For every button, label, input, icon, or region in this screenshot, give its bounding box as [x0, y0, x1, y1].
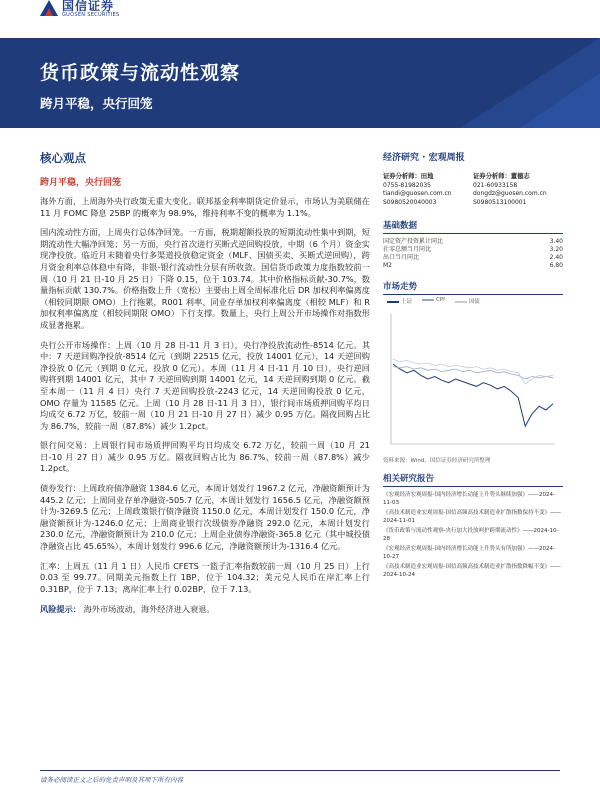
- footer-disclaimer: 请务必阅读正文之后的免责声明及其项下所有内容: [40, 770, 560, 784]
- related-reports-title: 相关研究报告: [383, 472, 563, 487]
- cell-value: 3.40: [549, 238, 563, 245]
- analyst-role: 证券分析师：: [473, 173, 511, 180]
- report-link-title[interactable]: 《高技术制造业宏观周报-国信高频高技术制造业扩散指数降幅不变》: [383, 564, 550, 570]
- related-report-item[interactable]: [383, 545, 563, 561]
- cell-value: 6.80: [549, 262, 563, 269]
- cell-value: 2.40: [549, 254, 563, 261]
- table-row: [383, 238, 563, 246]
- legend-label: 上证: [401, 299, 413, 305]
- analyst-cert: S0980513100001: [473, 198, 527, 206]
- market-trend-plot: [383, 309, 563, 454]
- related-report-item[interactable]: [383, 563, 563, 579]
- cell-label: M2: [383, 262, 392, 269]
- analyst-role: 证券分析师：: [383, 173, 421, 180]
- guosen-logo-icon: [40, 0, 58, 16]
- analyst-email[interactable]: dongdz@guosen.com.cn: [473, 190, 547, 197]
- cell-label: 国定资产投资累计同比: [383, 238, 444, 245]
- title-banner: [0, 38, 600, 128]
- related-report-item[interactable]: [383, 509, 563, 525]
- analyst-name: 董德志: [510, 173, 530, 180]
- legend-label: 国债: [468, 299, 480, 305]
- report-link-title[interactable]: 《宏观经济宏观周报-国内经济增长动能上升势头继续加强》: [383, 492, 528, 498]
- legend-item: [387, 297, 412, 305]
- logo-name-en: GUOSEN SECURITIES: [62, 12, 120, 18]
- company-logo: [40, 0, 120, 20]
- para-interbank: 银行间交易：上周银行间市场质押回购平均日均成交 6.72 万亿，较前一周（10 月 21 日-10 月 27 日）减少 0.95 万亿。隔夜回购占比为 86.7%，较前一周（87.8%）减少 1.2pct。: [40, 440, 370, 474]
- legend-item: [422, 297, 445, 305]
- core-view-section: [40, 150, 370, 615]
- report-category: 经济研究 · 宏观周报: [383, 153, 465, 163]
- report-link-title[interactable]: 《货币政策与流动性观察-央行加大投放呵护跨期流动性》: [383, 528, 523, 534]
- analyst-phone: 021-60933158: [473, 181, 518, 189]
- related-reports-list: [383, 491, 563, 579]
- risk-label: 风险提示：: [40, 604, 81, 615]
- para-domestic-liquidity: 国内流动性方面，上周央行总体净回笼。一方面，税期超额投放的短期流动性集中到期，短期流动性大幅净回笼；另一方面，央行首次进行买断式逆回购投放，中期（6 个月）资金实现净投放。临近月末随着央行多渠道投放稳定资金（MLF、国债买卖、买断式逆回购），跨月资金利率总体稳中有降，非银-银行流动性分层有所收敛。国信货币政策力度指数较前一周（10 月 21 日-10 月 25 日）下降 0.15，位于 103.74。其中价格指标贡献-30.7%，数量指标贡献 130.7%。价格指数上升（宽松）主要由上周全周标准化后 DR 加权利率偏离度（相较同期限 OMO）上行拖累，R001 利率、同业存单加权利率偏离度（相较 MLF）和 R 加权利率偏离度（相较同期限 OMO）下行支撑。数量上，央行上周公开市场操作对指数形成显著拖累。: [40, 227, 370, 330]
- analyst-email[interactable]: tiandi@guosen.com.cn: [383, 190, 452, 197]
- basic-data-table: [383, 238, 563, 270]
- para-open-market: 央行公开市场操作：上周（10 月 28 日-11 月 3 日），央行净投放流动性-8514 亿元。其中：7 天逆回购净投放-8514 亿元（到期 22515 亿元，投放 14001 亿元），14 天逆回购净投放 0 亿元（到期 0 亿元，投放 0 亿元）。本周（11 月 4 日-11 月 10 日），央行逆回购将到期 14001 亿元，其中 7 天逆回购到期 14001 亿元，14 天逆回购到期 0 亿元。截至本周一（11 月 4 日）央行 7 天逆回购投放-2243 亿元，14 天逆回购投放 0 亿元，OMO 存量为 11585 亿元。上周（10 月 28 日-11 月 3 日），银行间市场质押回购平均日均成交 6.72 万亿，较前一周（10 月 21 日-10 月 27 日）减少 0.95 万亿。隔夜回购占比为 86.7%，较前一周（87.8%）减少 1.2pct。: [40, 339, 370, 431]
- analyst-card: [383, 173, 473, 207]
- analyst-list: [383, 173, 563, 207]
- analyst-name: 田地: [420, 173, 434, 180]
- related-report-item[interactable]: [383, 491, 563, 507]
- para-fx: 汇率：上周五（11 月 1 日）人民币 CFETS 一篮子汇率指数较前一周（10 月 25 日）上行 0.03 至 99.77。同期美元指数上行 1BP，位于 104.32；美元兑人民币在岸汇率上行 0.31BP，位于 7.13；离岸汇率上行 0.02BP，位于 7.13。: [40, 560, 370, 594]
- chart-legend: [387, 297, 563, 305]
- basic-data-title: 基础数据: [383, 219, 563, 234]
- report-title: 货币政策与流动性观察: [40, 62, 241, 84]
- related-report-item[interactable]: [383, 527, 563, 543]
- core-view-title: 核心观点: [40, 151, 86, 165]
- sidebar: [383, 150, 563, 579]
- report-link-title[interactable]: 《高技术制造业宏观周报-国信高频高技术制造业扩散指数保持不变》: [383, 510, 550, 516]
- table-row: [383, 254, 563, 262]
- logo-name-cn: 国信证券: [62, 0, 115, 13]
- risk-warning: [40, 604, 370, 615]
- report-subtitle: 跨月平稳，央行回笼: [40, 96, 153, 111]
- report-date: ——2024-11-01: [383, 510, 561, 524]
- chart-source: 资料来源：Wind、国信证券经济研究所整理: [383, 458, 491, 464]
- report-link-title[interactable]: 《宏观经济宏观周报-国内经济增长动能上升势头有所加强》: [383, 546, 528, 552]
- report-date: ——2024-11-03: [383, 492, 555, 506]
- cell-value: 3.20: [549, 246, 563, 253]
- report-date: ——2024-10-28: [383, 528, 559, 542]
- analyst-card: [473, 173, 563, 207]
- report-date: ——2024-10-27: [383, 546, 555, 560]
- table-row: [383, 262, 563, 270]
- core-view-subtitle: 跨月平稳，央行回笼: [40, 178, 122, 188]
- legend-item: [455, 297, 480, 305]
- top-bar: [0, 0, 600, 38]
- report-date: ——2024-10-24: [383, 564, 561, 578]
- series-line-1: [393, 364, 553, 426]
- para-overseas: 海外方面，上周海外央行政策无重大变化。联邦基金利率期货定价显示，市场认为美联储在 11 月 FOMC 降息 25BP 的概率为 98.9%，维持利率不变的概率为 1.1%。: [40, 196, 370, 218]
- risk-text: 海外市场波动，海外经济进入衰退。: [83, 604, 215, 615]
- market-trend-title: 市场走势: [383, 280, 563, 295]
- analyst-cert: S0980520040003: [383, 198, 437, 206]
- cell-label: 出口当月同比: [383, 254, 420, 261]
- table-row: [383, 246, 563, 254]
- market-trend-chart: [383, 309, 563, 454]
- banner-decoration: [340, 38, 600, 128]
- cell-label: 社零总额当月同比: [383, 246, 432, 253]
- para-bond-issuance: 债券发行：上周政府债净融资 1384.6 亿元，本周计划发行 1967.2 亿元，净融资额预计为 445.2 亿元；上周同业存单净融资-505.7 亿元，本周计划发行 1656.5 亿元，净融资额预计为-3269.5 亿元；上周政策银行债净融资 1150.0 亿元，本周计划发行 150.0 亿元，净融资额预计为-1246.0 亿元；上周商业银行次级债券净融资 292.0 亿元，本周计划发行 230.0 亿元，净融资额预计为 210.0 亿元；上周企业债券净融资-365.8 亿元（其中城投债净融资占比 45.65%），本周计划发行 996.6 亿元，净融资额预计为-1316.4 亿元。: [40, 483, 370, 552]
- legend-label: CPI: [436, 297, 445, 303]
- analyst-phone: 0755-81982035: [383, 181, 431, 189]
